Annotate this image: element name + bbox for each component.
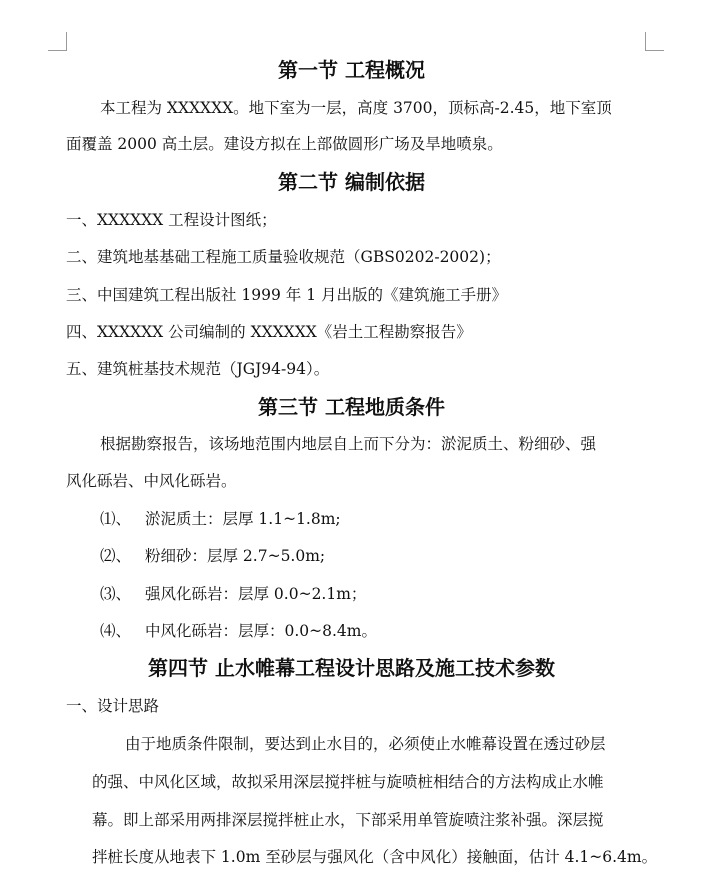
layer-number: ⑴、 (100, 510, 132, 528)
section-4-title: 第四节 止水帷幕工程设计思路及施工技术参数 (148, 656, 555, 680)
layer-text: 淤泥质土：层厚 1.1~1.8m; (145, 510, 341, 528)
s2-item-4: 四、XXXXXX 公司编制的 XXXXXX《岩土工程勘察报告》 (66, 323, 472, 341)
layer-text: 中风化砾岩：层厚：0.0~8.4m。 (145, 622, 377, 640)
crop-mark-top-left (48, 32, 67, 51)
crop-mark-top-right (645, 32, 664, 51)
s4-paragraph-line-1: 由于地质条件限制，要达到止水目的，必须使止水帷幕设置在透过砂层 (125, 735, 606, 753)
section-3-title: 第三节 工程地质条件 (258, 395, 445, 419)
section-2-title: 第二节 编制依据 (278, 170, 425, 194)
s2-item-1: 一、XXXXXX 工程设计图纸； (66, 211, 277, 229)
layer-item (100, 509, 341, 529)
s4-paragraph-line-2: 的强、中风化区域，故拟采用深层搅拌桩与旋喷桩相结合的方法构成止水帷 (92, 773, 604, 791)
layer-text: 强风化砾岩：层厚 0.0~2.1m； (145, 585, 367, 603)
layer-item (100, 621, 377, 641)
layer-number: ⑷、 (100, 622, 132, 640)
layer-text: 粉细砂：层厚 2.7~5.0m; (145, 547, 326, 565)
section-1-title: 第一节 工程概况 (278, 58, 425, 82)
layer-item (100, 584, 366, 604)
s4-paragraph-line-3: 幕。即上部采用两排深层搅拌桩止水，下部采用单管旋喷注浆补强。深层搅 (92, 811, 604, 829)
s2-item-2: 二、建筑地基基础工程施工质量验收规范（GBS0202-2002)； (66, 248, 501, 266)
layer-number: ⑶、 (100, 585, 132, 603)
s4-paragraph-line-4: 拌桩长度从地表下 1.0m 至砂层与强风化（含中风化）接触面，估计 4.1~6.4m。 (92, 848, 658, 866)
s1-paragraph-line-2: 面覆盖 2000 高土层。建设方拟在上部做圆形广场及旱地喷泉。 (66, 135, 503, 153)
s3-paragraph-line-2: 风化砾岩、中风化砾岩。 (66, 472, 237, 490)
s2-item-3: 三、中国建筑工程出版社 1999 年 1 月出版的《建筑施工手册》 (66, 286, 508, 304)
layer-item (100, 546, 325, 566)
s1-paragraph-line-1: 本工程为 XXXXXX。地下室为一层，高度 3700，顶标高-2.45，地下室顶 (100, 99, 612, 117)
layer-number: ⑵、 (100, 547, 132, 565)
s3-paragraph-line-1: 根据勘察报告，该场地范围内地层自上而下分为：淤泥质土、粉细砂、强 (100, 435, 597, 453)
s2-item-5: 五、建筑桩基技术规范（JGJ94-94）。 (66, 360, 330, 378)
s4-subheading: 一、设计思路 (66, 697, 160, 715)
